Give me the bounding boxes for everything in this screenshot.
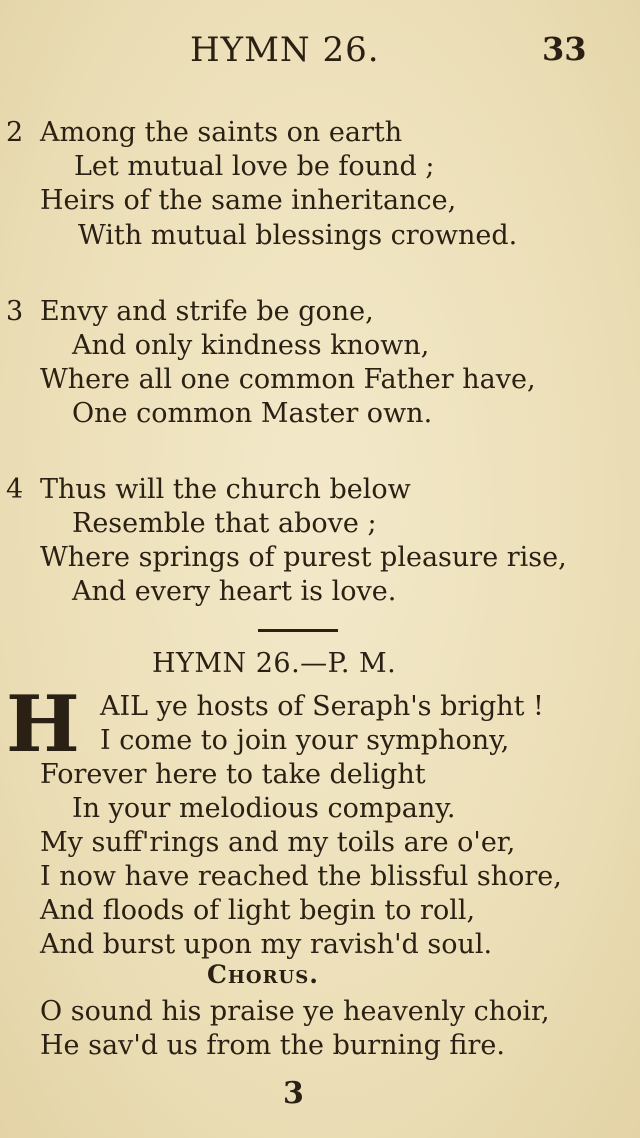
verse-line: AIL ye hosts of Seraph's bright !	[100, 691, 544, 722]
section-divider	[258, 629, 338, 632]
verse-line: Where springs of purest pleasure rise,	[40, 542, 567, 573]
verse-line: And every heart is love.	[72, 576, 397, 607]
verse-line: And only kindness known,	[72, 330, 430, 361]
verse-line: Resemble that above ;	[72, 508, 377, 539]
stanza-number: 3	[6, 296, 24, 327]
chorus-line: He sav'd us from the burning fire.	[40, 1030, 505, 1061]
verse-line: In your melodious company.	[72, 793, 456, 824]
verse-line: My suff'rings and my toils are o'er,	[40, 827, 516, 858]
stanza-number: 2	[6, 117, 24, 148]
chorus-line: O sound his praise ye heavenly choir,	[40, 996, 550, 1027]
verse-line: Heirs of the same inheritance,	[40, 185, 457, 216]
verse-line: Thus will the church below	[40, 474, 411, 505]
page-number: 33	[542, 30, 587, 68]
verse-line: One common Master own.	[72, 398, 433, 429]
verse-line: And burst upon my ravish'd soul.	[40, 929, 493, 960]
hymn-title: HYMN 26.—P. M.	[152, 648, 397, 679]
verse-line: With mutual blessings crowned.	[78, 220, 518, 251]
verse-line: And floods of light begin to roll,	[40, 895, 476, 926]
drop-cap: H	[6, 679, 80, 770]
running-title: HYMN 26.	[190, 30, 380, 70]
verse-line: I come to join your symphony,	[100, 725, 510, 756]
verse-line: Let mutual love be found ;	[74, 151, 435, 182]
verse-line: I now have reached the blissful shore,	[40, 861, 562, 892]
verse-line: Envy and strife be gone,	[40, 296, 374, 327]
chorus-label: Chorus.	[207, 960, 319, 989]
verse-line: Among the saints on earth	[40, 117, 403, 148]
stanza-number: 4	[6, 474, 24, 505]
signature-mark: 3	[283, 1076, 304, 1111]
verse-line: Forever here to take delight	[40, 759, 426, 790]
page-header	[0, 30, 640, 74]
verse-line: Where all one common Father have,	[40, 364, 536, 395]
